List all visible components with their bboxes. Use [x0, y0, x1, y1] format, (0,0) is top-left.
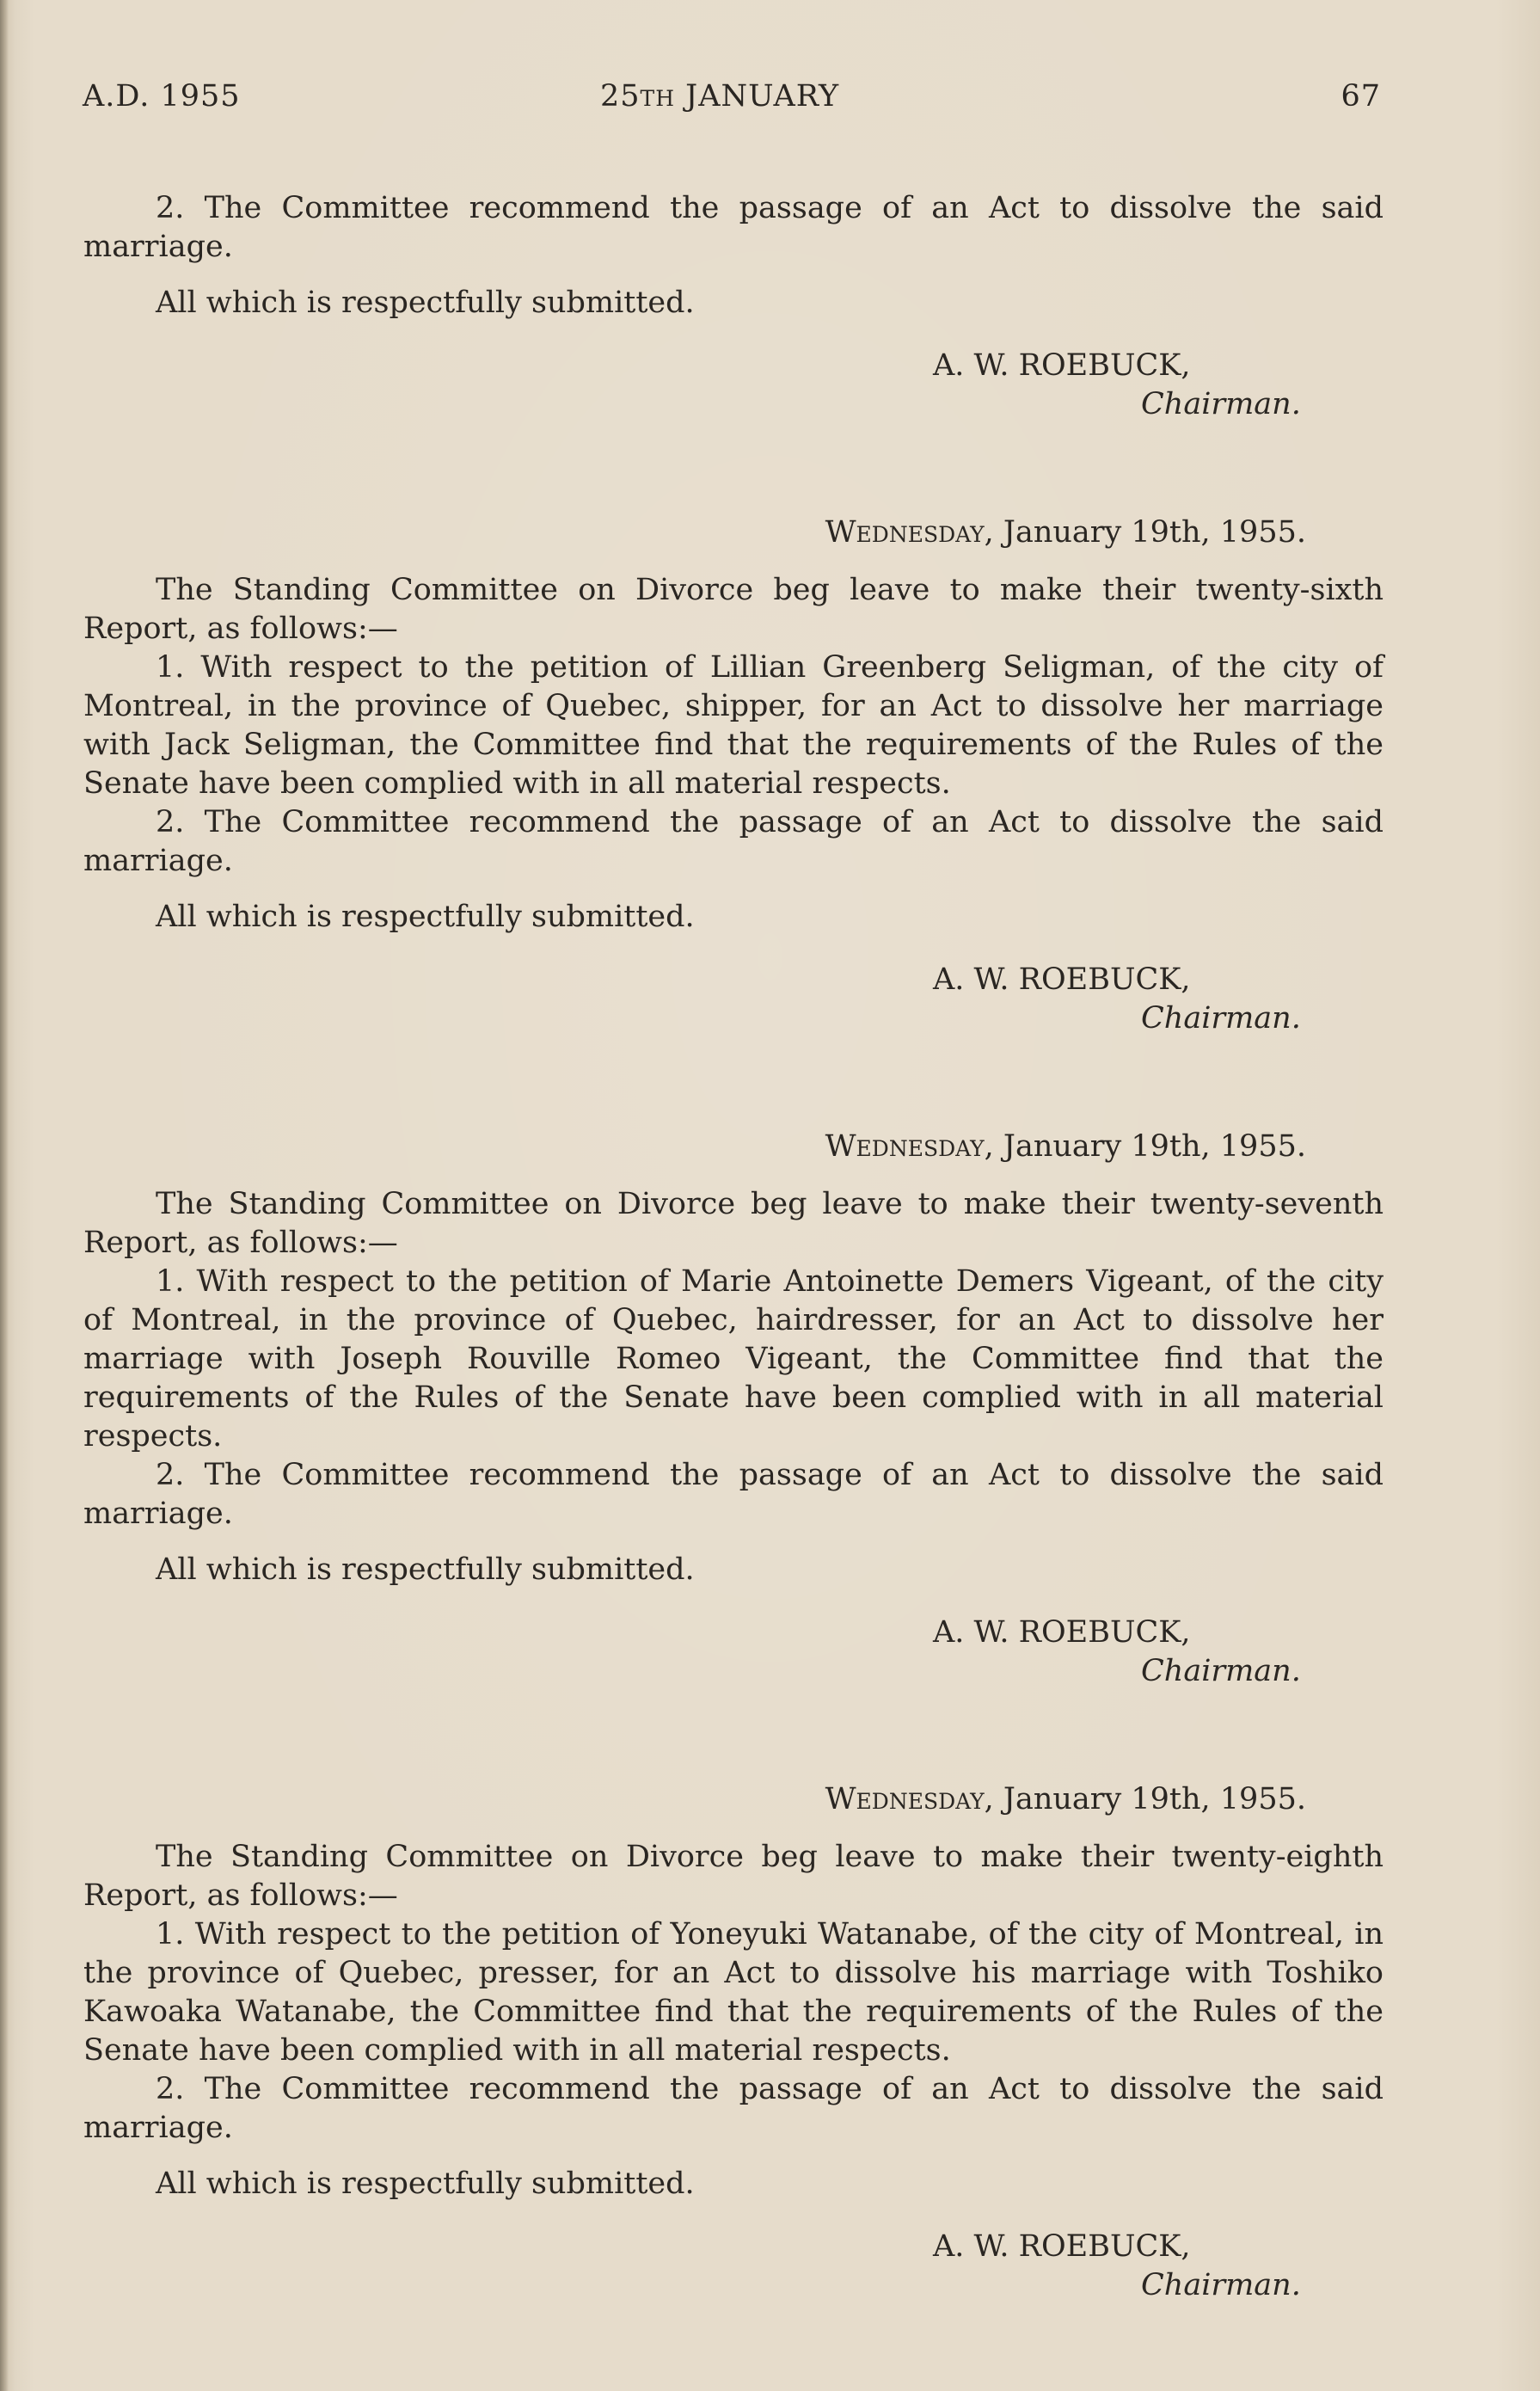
signature-name: A. W. ROEBUCK, [933, 962, 1191, 997]
report-day: Wednesday [825, 515, 985, 550]
report-intro: The Standing Committee on Divorce beg leave to make their twenty-eighth Report, as follows:— [83, 1840, 1384, 1913]
report-date [83, 513, 1384, 552]
signature-title: Chairman. [1141, 1654, 1301, 1688]
paragraph-recommendation: 2. The Committee recommend the passage of an Act to dissolve the said marriage. [83, 191, 1384, 264]
report-day: Wednesday [825, 1782, 985, 1816]
submitted-line: All which is respectfully submitted. [156, 2167, 695, 2201]
report-item-2: 2. The Committee recommend the passage of an Act to dissolve the said marriage. [83, 805, 1384, 878]
signature-name: A. W. ROEBUCK, [933, 348, 1191, 383]
header-month: JANUARY [675, 79, 840, 114]
report-date-text: , January 19th, 1955. [984, 515, 1306, 550]
report-date [83, 1128, 1384, 1166]
running-header [83, 79, 1381, 122]
page-spine-shadow [0, 0, 9, 2391]
page-content [83, 189, 1384, 2305]
report-body [83, 571, 1384, 1038]
report-intro: The Standing Committee on Divorce beg leave to make their twenty-sixth Report, as follows:— [83, 573, 1384, 646]
signature-title: Chairman. [1141, 1001, 1301, 1036]
header-day-suffix: th [640, 79, 676, 114]
report-item-2: 2. The Committee recommend the passage of an Act to dissolve the said marriage. [83, 2072, 1384, 2145]
submitted-line: All which is respectfully submitted. [156, 900, 695, 934]
signature-title: Chairman. [1141, 2268, 1301, 2302]
report-twenty-sixth [83, 513, 1384, 1038]
report-item-1: 1. With respect to the petition of Lillian Greenberg Seligman, of the city of Montreal, in the province of Quebec, shipper, for an Act to dissolve her marriage with Jack Seligman, the Committee find that the requirements of the Rules of the Senate have been complied with in all material respects. [83, 650, 1384, 801]
report-twenty-eighth [83, 1780, 1384, 2305]
signature-title: Chairman. [1141, 387, 1301, 421]
report-body [83, 1838, 1384, 2305]
signature-name: A. W. ROEBUCK, [933, 2229, 1191, 2264]
report-twenty-seventh [83, 1128, 1384, 1691]
header-day-number: 25 [600, 79, 641, 114]
report-continuation [83, 189, 1384, 424]
header-year: A.D. 1955 [83, 79, 241, 114]
signature-name: A. W. ROEBUCK, [933, 1615, 1191, 1650]
report-body [83, 1185, 1384, 1691]
submitted-line: All which is respectfully submitted. [156, 286, 695, 320]
report-date [83, 1780, 1384, 1819]
report-item-1: 1. With respect to the petition of Marie Antoinette Demers Vigeant, of the city of Montreal, in the province of Quebec, hairdresser, for an Act to dissolve her marriage with Joseph Rouville Romeo Vigeant, the Committee find that the requirements of the Rules of the Senate have been complied with in all material respects. [83, 1264, 1384, 1454]
report-item-1: 1. With respect to the petition of Yoneyuki Watanabe, of the city of Montreal, in the province of Quebec, presser, for an Act to dissolve his marriage with Toshiko Kawoaka Watanabe, the Committee find that the requirements of the Rules of the Senate have been complied with in all material respects. [83, 1917, 1384, 2068]
header-date [600, 79, 839, 114]
page-number: 67 [1341, 79, 1381, 114]
report-item-2: 2. The Committee recommend the passage of an Act to dissolve the said marriage. [83, 1458, 1384, 1531]
report-date-text: , January 19th, 1955. [984, 1782, 1306, 1816]
report-date-text: , January 19th, 1955. [984, 1129, 1306, 1164]
report-intro: The Standing Committee on Divorce beg leave to make their twenty-seventh Report, as follows:— [83, 1187, 1384, 1260]
submitted-line: All which is respectfully submitted. [156, 1552, 695, 1587]
report-day: Wednesday [825, 1129, 985, 1164]
